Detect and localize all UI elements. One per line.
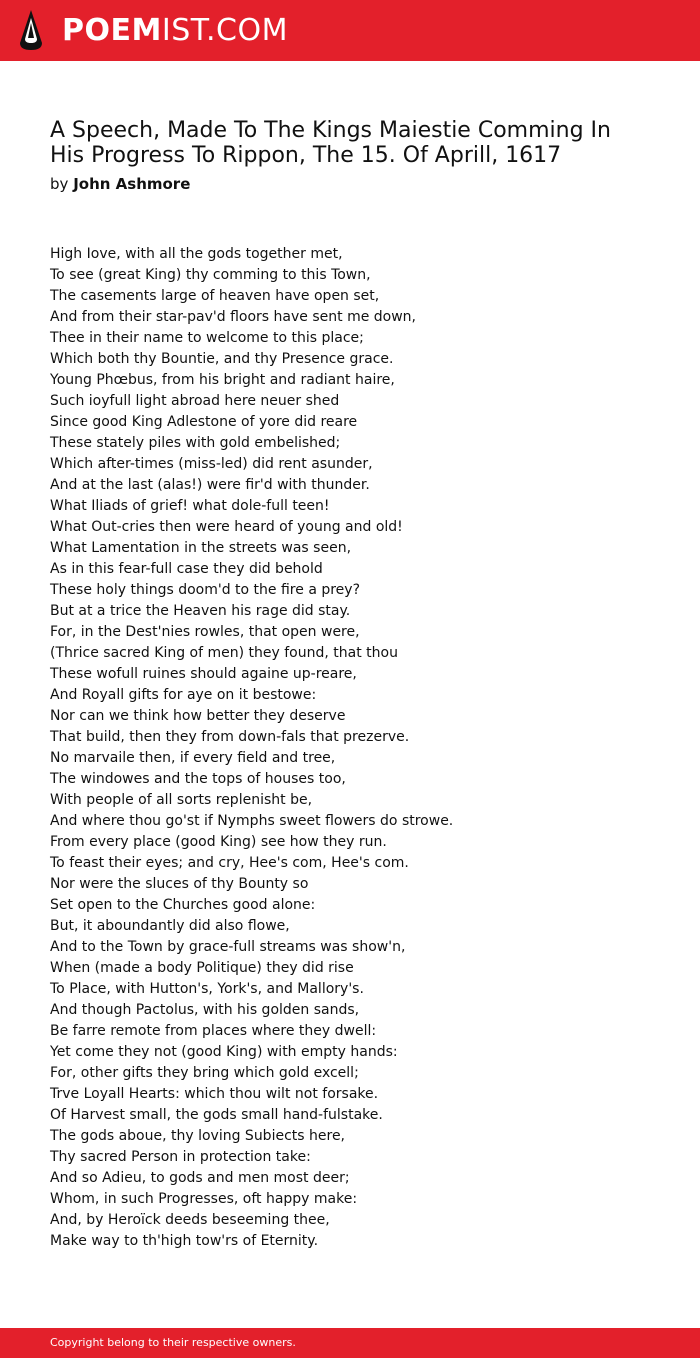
poem-body [50, 244, 650, 1252]
poem-line: From every place (good King) see how they run. [50, 834, 387, 850]
poem-line: When (made a body Politique) they did rise [50, 960, 354, 976]
poem-line: The windowes and the tops of houses too, [50, 771, 346, 787]
poem-line: Nor were the sluces of thy Bounty so [50, 876, 309, 892]
poem-line: But, it aboundantly did also flowe, [50, 918, 290, 934]
poem-line: Such ioyfull light abroad here neuer shed [50, 393, 340, 409]
author-name: John Ashmore [73, 175, 191, 193]
poem-line: What Out-cries then were heard of young and old! [50, 519, 403, 535]
poem-line: What Lamentation in the streets was seen, [50, 540, 352, 556]
poem-line: For, other gifts they bring which gold excell; [50, 1065, 359, 1081]
poem-line: Of Harvest small, the gods small hand-fulstake. [50, 1107, 383, 1123]
poem-line: Which after-times (miss-led) did rent asunder, [50, 456, 373, 472]
byline [50, 174, 190, 194]
site-header [0, 0, 700, 61]
poem-line: Young Phœbus, from his bright and radiant haire, [50, 372, 395, 388]
pen-nib-icon[interactable] [18, 9, 44, 51]
poem-line: For, in the Dest'nies rowles, that open were, [50, 624, 360, 640]
poem-line: That build, then they from down-fals that prezerve. [50, 729, 410, 745]
poem-line: With people of all sorts replenisht be, [50, 792, 313, 808]
poem-line: These stately piles with gold embelished; [50, 435, 341, 451]
poem-line: And to the Town by grace-full streams was show'n, [50, 939, 406, 955]
poem-line: Yet come they not (good King) with empty hands: [50, 1044, 398, 1060]
poem-line: To Place, with Hutton's, York's, and Mallory's. [50, 981, 364, 997]
poem-line: Whom, in such Progresses, oft happy make: [50, 1191, 358, 1207]
poem-line: Thy sacred Person in protection take: [50, 1149, 311, 1165]
poem-line: These wofull ruines should againe up-reare, [50, 666, 357, 682]
poem-line: No marvaile then, if every field and tree, [50, 750, 336, 766]
poem-line: (Thrice sacred King of men) they found, that thou [50, 645, 398, 661]
poem-line: High Iove, with all the gods together met, [50, 246, 343, 262]
poem-line: And so Adieu, to gods and men most deer; [50, 1170, 350, 1186]
site-logo[interactable] [62, 12, 288, 50]
poem-line: What Iliads of grief! what dole-full teen! [50, 498, 330, 514]
poem-line: These holy things doom'd to the fire a prey? [50, 582, 361, 598]
poem-line: And, by Heroïck deeds beseeming thee, [50, 1212, 330, 1228]
poem-line: As in this fear-full case they did behold [50, 561, 323, 577]
poem-line: Since good King Adlestone of yore did reare [50, 414, 358, 430]
copyright-text: Copyright belong to their respective owners. [50, 1336, 296, 1349]
poem-line: And at the last (alas!) were fir'd with thunder. [50, 477, 370, 493]
site-footer [0, 1328, 700, 1358]
poem-line: Set open to the Churches good alone: [50, 897, 316, 913]
poem-line: Make way to th'high tow'rs of Eternity. [50, 1233, 319, 1249]
poem-line: Trve Loyall Hearts: which thou wilt not forsake. [50, 1086, 379, 1102]
brand-light: IST.COM [161, 13, 288, 48]
poem-line: But at a trice the Heaven his rage did stay. [50, 603, 351, 619]
poem-line: To feast their eyes; and cry, Hee's com, Hee's com. [50, 855, 409, 871]
poem-line: The gods aboue, thy loving Subiects here, [50, 1128, 346, 1144]
by-label: by [50, 175, 69, 193]
poem-line: And from their star-pav'd floors have sent me down, [50, 309, 416, 325]
poem-line: To see (great King) thy comming to this Town, [50, 267, 371, 283]
poem-line: Be farre remote from places where they dwell: [50, 1023, 377, 1039]
poem-line: The casements large of heaven have open set, [50, 288, 380, 304]
poem-title: A Speech, Made To The Kings Maiestie Comming In His Progress To Rippon, The 15. Of Aprill, 1617 [50, 118, 611, 168]
poem-line: Thee in their name to welcome to this place; [50, 330, 364, 346]
poem-line: Nor can we think how better they deserve [50, 708, 346, 724]
poem-line: And Royall gifts for aye on it bestowe: [50, 687, 317, 703]
poem-line: Which both thy Bountie, and thy Presence grace. [50, 351, 394, 367]
brand-bold: POEM [62, 13, 162, 48]
poem-line: And where thou go'st if Nymphs sweet flowers do strowe. [50, 813, 454, 829]
poem-line: And though Pactolus, with his golden sands, [50, 1002, 360, 1018]
